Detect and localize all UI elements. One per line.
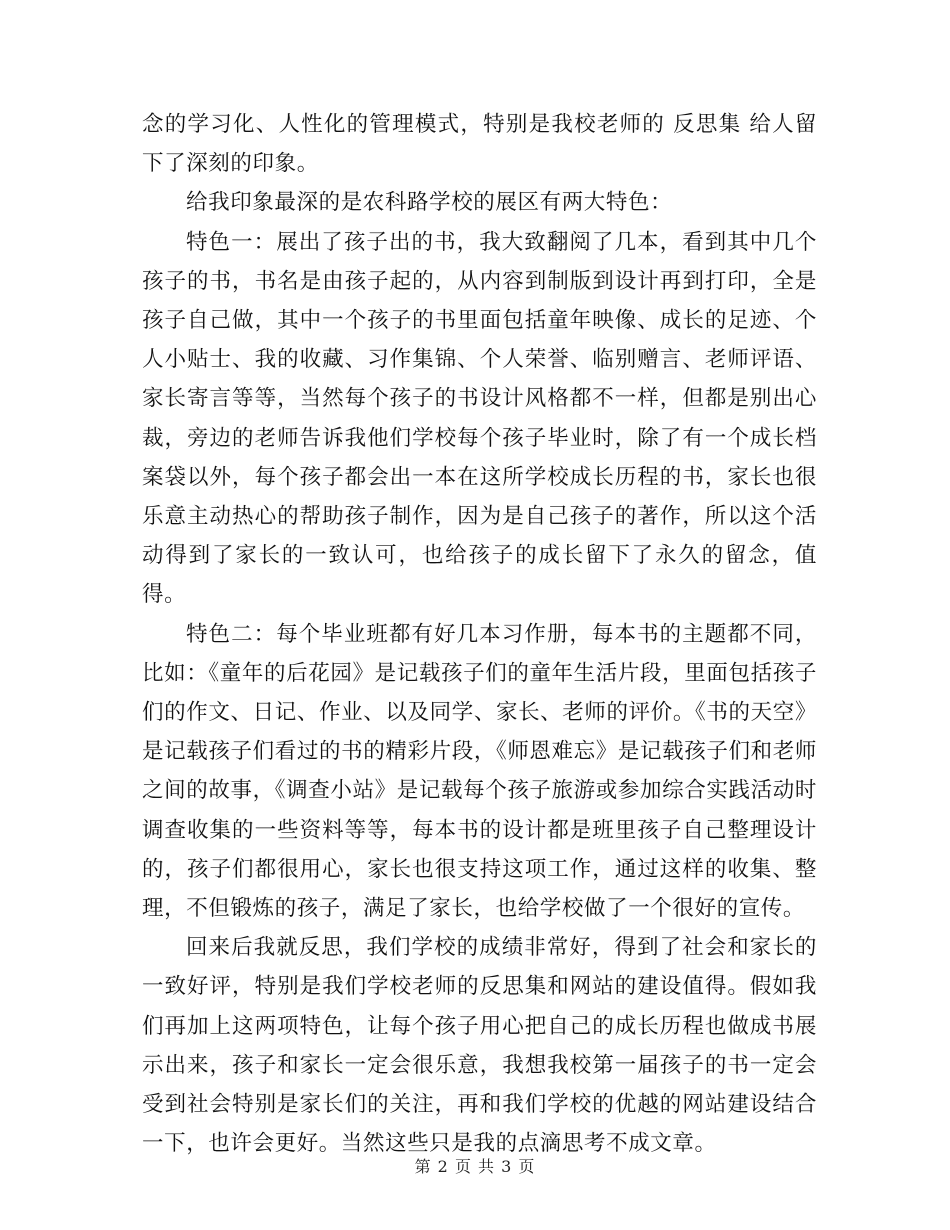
page-number-footer: 第 2 页 共 3 页 [414,1157,536,1176]
paragraph-feature-two: 特色二：每个毕业班都有好几本习作册，每本书的主题都不同，比如：《童年的后花园》是记载孩子们的童年生活片段，里面包括孩子们的作文、日记、作业、以及同学、家长、老师的评价。《书的天空》是记载孩子们看过的书的精彩片段，《师恩难忘》是记载孩子们和老师之间的故事，《调查小站》是记载每个孩子旅游或参加综合实践活动时调查收集的一些资料等等，每本书的设计都是班里孩子自己整理设计的，孩子们都很用心，家长也很支持这项工作，通过这样的收集、整理，不但锻炼的孩子，满足了家长，也给学校做了一个很好的宣传。 [142,621,817,922]
paragraph-feature-one: 特色一：展出了孩子出的书，我大致翻阅了几本，看到其中几个孩子的书，书名是由孩子起的，从内容到制版到设计再到打印，全是孩子自己做，其中一个孩子的书里面包括童年映像、成长的足迹、个人小贴士、我的收藏、习作集锦、个人荣誉、临别赠言、老师评语、家长寄言等等，当然每个孩子的书设计风格都不一样，但都是别出心裁，旁边的老师告诉我他们学校每个孩子毕业时，除了有一个成长档案袋以外，每个孩子都会出一本在这所学校成长历程的书，家长也很乐意主动热心的帮助孩子制作，因为是自己孩子的著作，所以这个活动得到了家长的一致认可，也给孩子的成长留下了永久的留念，值得。 [142,229,817,608]
paragraph-reflection: 回来后我就反思，我们学校的成绩非常好，得到了社会和家长的一致好评，特别是我们学校老师的反思集和网站的建设值得。假如我们再加上这两项特色，让每个孩子用心把自己的成长历程也做成书展示出来，孩子和家长一定会很乐意，我想我校第一届孩子的书一定会受到社会特别是家长们的关注，再和我们学校的优越的网站建设结合一下，也许会更好。当然这些只是我的点滴思考不成文章。 [142,935,817,1157]
paragraph-intro: 给我印象最深的是农科路学校的展区有两大特色： [186,190,673,216]
paragraph-continuation: 念的学习化、人性化的管理模式，特别是我校老师的 反思集 给人留下了深刻的印象。 [142,112,817,177]
document-body [142,105,817,1163]
